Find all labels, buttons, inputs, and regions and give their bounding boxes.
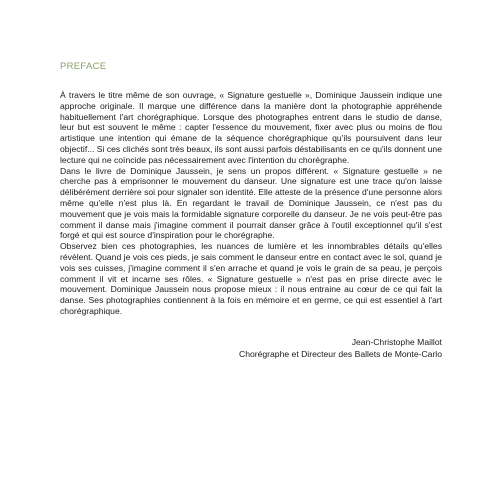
preface-page	[60, 61, 442, 360]
preface-body	[60, 90, 442, 317]
paragraph: Dans le livre de Dominique Jaussein, je sens un propos différent. « Signature gestuelle » ne cherche pas à emprisonner le mouvement du danseur. Une signature est une trace qu'on laisse délibérément derrière soi pour signaler son identité. Elle atteste de la présence d'une personne alors même qu'elle n'est plus là. En regardant le travail de Dominique Jaussein, ce n'est pas du mouvement que je vois mais la formidable signature corporelle du danseur. Je ne vois peut-être pas comment il danse mais j'imagine comment il pourrait danser grâce à l'outil exceptionnel qu'il s'est forgé et qui est source d'inspiration pour le chorégraphe.	[60, 165, 442, 241]
author-name: Jean-Christophe Maillot	[351, 336, 442, 347]
author-role: Chorégraphe et Directeur des Ballets de Monte-Carlo	[238, 348, 442, 359]
paragraph: À travers le titre même de son ouvrage, « Signature gestuelle », Dominique Jaussein indique une approche originale. Il marque une différence dans la manière dont la photographie appréhende habituellement l'art chorégraphique. Lorsque des photographes entrent dans le studio de danse, leur but est souvent le même : capter l'essence du mouvement, fixer avec plus ou moins de flou artistique une intention qui émane de la séquence chorégraphique qu'ils poursuivent dans leur objectif... Si ces clichés sont très beaux, ils sont aussi parfois déstabilisants en ce qu'ils donnent une lecture qui ne coïncide pas nécessairement avec l'intention du chorégraphe.	[60, 90, 442, 165]
signature-block	[60, 336, 442, 360]
paragraph: Observez bien ces photographies, les nuances de lumière et les innombrables détails qu'elles révèlent. Quand je vois ces pieds, je sais comment le danseur entre en contact avec le sol, quand je vois ses cuisses, j'imagine comment il s'en arrache et quand je vois le grain de sa peau, je perçois comment il vit et incarne ses rôles. « Signature gestuelle » n'est pas en prise directe avec le mouvement. Dominique Jaussein nous propose mieux : il nous entraine au cœur de ce qui fait la danse. Ses photographies contiennent à la fois en mémoire et en germe, ce qui est essentiel à l'art chorégraphique.	[60, 241, 442, 316]
page-title: PREFACE	[60, 61, 107, 72]
